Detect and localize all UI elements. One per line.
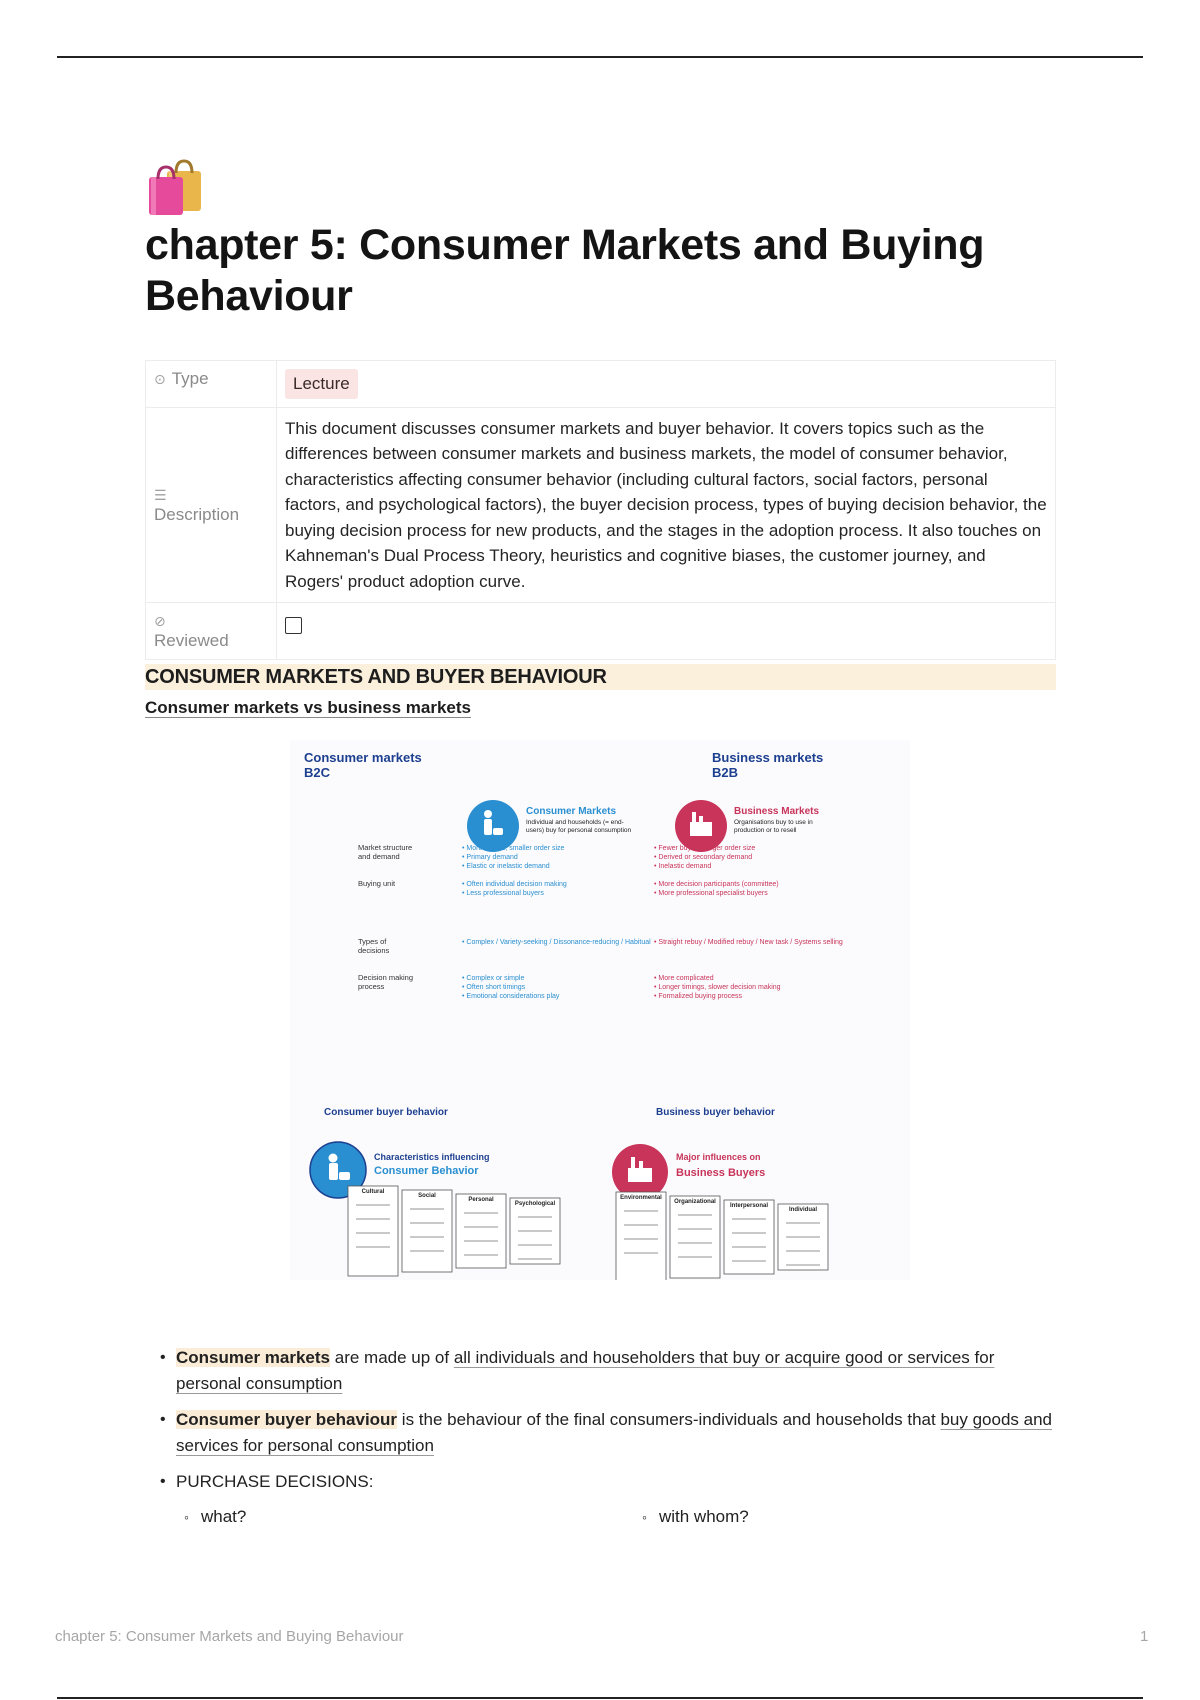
- factor-box-line: [624, 1238, 658, 1240]
- factor-box-line: [518, 1258, 552, 1260]
- subsection-heading: Consumer markets vs business markets: [145, 698, 471, 717]
- row-label: Market structure: [358, 843, 413, 852]
- consumer-char-line1: Characteristics influencing: [374, 1152, 490, 1162]
- factor-box: [402, 1190, 452, 1272]
- factor-box-label: Personal: [468, 1197, 494, 1203]
- business-row-item: • More professional specialist buyers: [654, 890, 768, 897]
- factor-box-line: [464, 1254, 498, 1256]
- shopping-bags-icon: [145, 155, 207, 217]
- consumer-row-item: • Elastic or inelastic demand: [462, 863, 550, 870]
- business-row-item: • More complicated: [654, 975, 714, 982]
- factor-box-line: [678, 1228, 712, 1230]
- factor-box-line: [410, 1208, 444, 1210]
- factor-box-line: [786, 1250, 820, 1252]
- consumer-char-line2: Consumer Behavior: [374, 1165, 479, 1177]
- business-markets-title: Business Markets: [734, 806, 820, 817]
- consumer-row-item: • Less professional buyers: [462, 890, 544, 897]
- consumer-row-item: • Often individual decision making: [462, 881, 567, 888]
- factor-box: [724, 1200, 774, 1274]
- factor-box-line: [410, 1222, 444, 1224]
- factor-box-label: Individual: [788, 1207, 818, 1213]
- type-property-label: ⊙ Type: [146, 361, 277, 408]
- b2c-header-line2: B2C: [304, 765, 331, 780]
- description-value[interactable]: This document discusses consumer markets and buyer behavior. It covers topics such as the differences between consumer markets and business markets, the model of consumer behavior, characteristics affecting consumer behavior (including cultural factors, social factors, personal factors, and psychological factors), the buyer decision process, types of buying decision behavior, the buying decision process for new products, and the stages in the adoption process. It also touches on Kahneman's Dual Process Theory, heuristics and cognitive biases, the customer journey, and Rogers' product adoption curve.: [277, 407, 1056, 603]
- factor-box-line: [518, 1216, 552, 1218]
- row-label: Types of: [358, 937, 387, 946]
- business-behavior-label: Business buyer behavior: [656, 1107, 775, 1118]
- factor-box-label: Psychological: [514, 1201, 556, 1207]
- consumer-row-item: • Primary demand: [462, 854, 518, 861]
- sub-list: [184, 1507, 804, 1533]
- factor-box-label: Social: [418, 1193, 436, 1199]
- factor-box-line: [624, 1224, 658, 1226]
- consumer-row-item: • Emotional considerations play: [462, 993, 560, 1000]
- consumer-markets-desc: Individual and households (= end-users) buy for personal consumption: [526, 819, 632, 834]
- factor-box-line: [786, 1222, 820, 1224]
- consumer-markets-title: Consumer Markets: [526, 806, 617, 817]
- consumer-row-item: • Complex or simple: [462, 975, 525, 982]
- factor-box-line: [786, 1236, 820, 1238]
- b2b-header-line2: B2B: [712, 765, 739, 780]
- description-property-label: ☰ Description: [146, 407, 277, 603]
- check-circle-icon: ⊘: [154, 613, 166, 629]
- factor-box-line: [678, 1242, 712, 1244]
- factor-box: [670, 1196, 720, 1278]
- sub-item-what: ◦ what?: [184, 1507, 246, 1527]
- factor-box: [348, 1186, 398, 1276]
- factor-box-line: [356, 1246, 390, 1248]
- business-infl-line2: Business Buyers: [676, 1167, 766, 1179]
- factor-box: [456, 1194, 506, 1268]
- factor-box-line: [410, 1236, 444, 1238]
- factor-box-line: [356, 1204, 390, 1206]
- factor-box-line: [786, 1264, 820, 1266]
- factor-box-line: [732, 1246, 766, 1248]
- row-label: and demand: [358, 852, 400, 861]
- factor-box: [616, 1192, 666, 1280]
- sub-item-with-whom: ◦ with whom?: [642, 1507, 749, 1527]
- text-lines-icon: ☰: [154, 486, 167, 503]
- factor-box-line: [410, 1250, 444, 1252]
- b2b-header-line1: Business markets: [712, 750, 824, 765]
- factor-box-line: [518, 1230, 552, 1232]
- row-label: process: [358, 982, 385, 991]
- reviewed-property-label: ⊘ Reviewed: [146, 603, 277, 660]
- factor-box-label: Environmental: [620, 1195, 662, 1201]
- factor-box-line: [732, 1260, 766, 1262]
- page-title: chapter 5: Consumer Markets and Buying Behaviour: [145, 221, 985, 320]
- bullet-list: [160, 1345, 1060, 1505]
- factor-box-line: [678, 1256, 712, 1258]
- list-item: • Consumer buyer behaviour is the behaviour of the final consumers-individuals and households that buy goods and services for personal consumption: [160, 1407, 1060, 1459]
- business-row-item: • More decision participants (committee): [654, 881, 779, 888]
- business-row-item: • Derived or secondary demand: [654, 854, 753, 861]
- row-label: decisions: [358, 946, 390, 955]
- row-label: Buying unit: [358, 879, 396, 888]
- footer-title: chapter 5: Consumer Markets and Buying Behaviour: [55, 1628, 404, 1645]
- factor-box-label: Organizational: [674, 1199, 716, 1205]
- factor-box-line: [464, 1212, 498, 1214]
- b2c-header-line1: Consumer markets: [304, 750, 422, 765]
- factor-box-line: [732, 1232, 766, 1234]
- factor-box-line: [464, 1240, 498, 1242]
- factor-box-line: [732, 1218, 766, 1220]
- business-markets-desc: Organisations buy to use in production or to resell: [734, 819, 813, 834]
- type-icon: ⊙: [154, 371, 166, 387]
- consumer-behavior-label: Consumer buyer behavior: [324, 1107, 448, 1118]
- factor-box-line: [356, 1218, 390, 1220]
- consumer-row-item: • More buyers, smaller order size: [462, 845, 565, 852]
- factor-box-line: [356, 1232, 390, 1234]
- section-heading: CONSUMER MARKETS AND BUYER BEHAVIOUR: [145, 664, 1056, 690]
- reviewed-checkbox[interactable]: [285, 617, 302, 634]
- factor-box-line: [624, 1252, 658, 1254]
- business-infl-line1: Major influences on: [676, 1152, 761, 1162]
- factor-box-label: Cultural: [361, 1189, 385, 1195]
- type-tag[interactable]: Lecture: [285, 369, 358, 399]
- factor-box-label: Interpersonal: [729, 1203, 769, 1209]
- consumer-row-item: • Complex / Variety-seeking / Dissonance-reducing / Habitual: [462, 939, 651, 946]
- consumer-row-item: • Often short timings: [462, 984, 526, 991]
- factor-box-line: [678, 1214, 712, 1216]
- business-row-item: • Formalized buying process: [654, 993, 743, 1000]
- factor-box-line: [464, 1226, 498, 1228]
- factor-box-line: [624, 1210, 658, 1212]
- top-rule: [57, 56, 1143, 58]
- row-label: Decision making: [358, 973, 414, 982]
- business-row-item: • Inelastic demand: [654, 863, 712, 870]
- bottom-rule: [57, 1697, 1143, 1699]
- list-item: • PURCHASE DECISIONS:: [160, 1469, 1060, 1495]
- factor-box-line: [518, 1244, 552, 1246]
- list-item: • Consumer markets are made up of all individuals and householders that buy or acquire good or services for personal consumption: [160, 1345, 1060, 1397]
- business-row-item: • Straight rebuy / Modified rebuy / New task / Systems selling: [654, 939, 843, 946]
- business-row-item: • Longer timings, slower decision making: [654, 984, 781, 991]
- page-number: 1: [1140, 1628, 1149, 1645]
- b2c-vs-b2b-figure: [290, 740, 910, 1280]
- properties-table: [145, 360, 1056, 660]
- business-row-item: • Fewer buyers, larger order size: [654, 845, 756, 852]
